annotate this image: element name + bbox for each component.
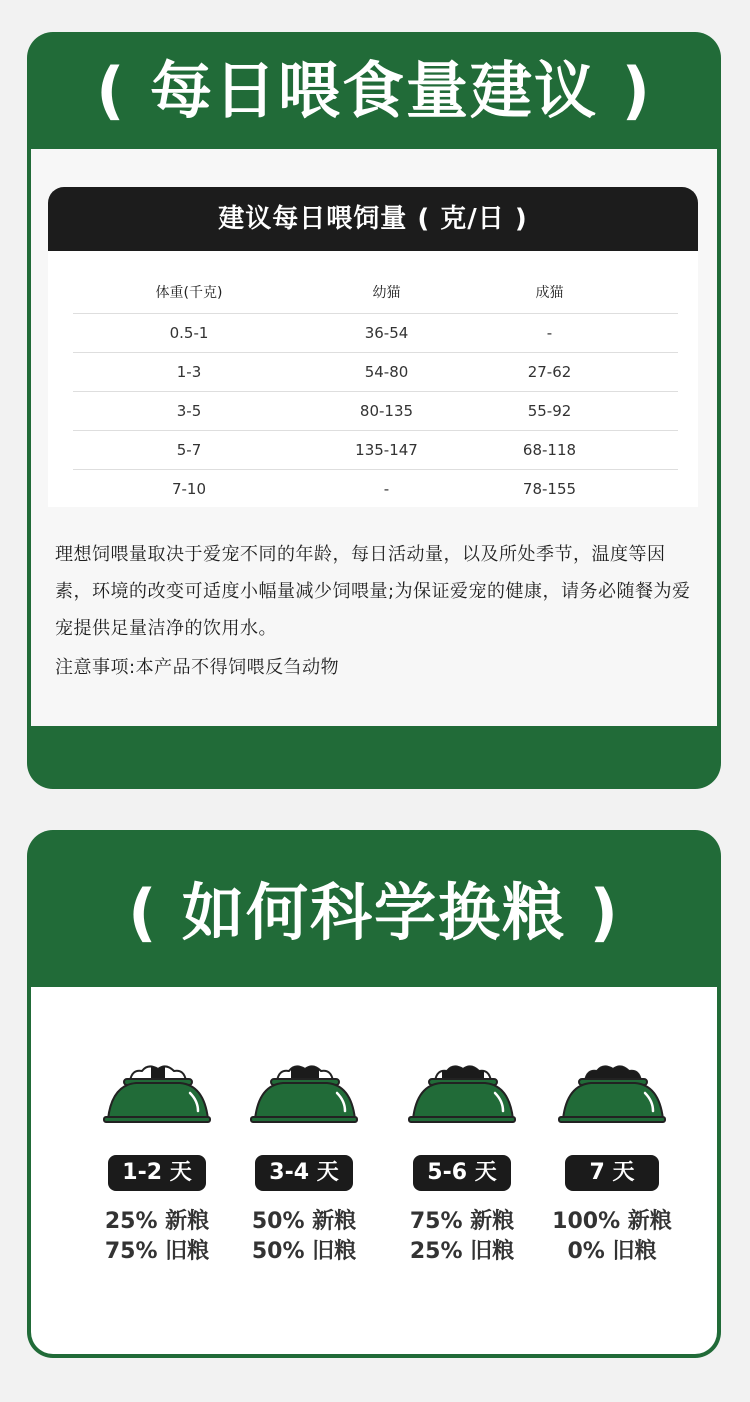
transition-card xyxy=(27,830,721,1358)
transition-step xyxy=(542,1057,682,1267)
table-row xyxy=(73,431,678,470)
step-old-ratio: 50% 旧粮 xyxy=(251,1239,357,1264)
step-new-ratio: 100% 新粮 xyxy=(552,1209,672,1234)
step-new-ratio: 25% 新粮 xyxy=(104,1209,210,1234)
table-cell: 1-3 xyxy=(176,363,202,381)
table-cell: 54-80 xyxy=(364,363,409,381)
table-cell: 78-155 xyxy=(522,480,577,498)
step-new-ratio: 50% 新粮 xyxy=(251,1209,357,1234)
feeding-table-title: 建议每日喂饲量 ( 克/日 ) xyxy=(48,187,698,251)
table-cell: - xyxy=(383,480,390,498)
step-new-ratio: 75% 新粮 xyxy=(409,1209,515,1234)
feeding-note: 注意事项:本产品不得饲喂反刍动物 xyxy=(55,657,340,678)
table-cell: 3-5 xyxy=(176,402,202,420)
feeding-description: 理想饲喂量取决于爱宠不同的年龄，每日活动量，以及所处季节，温度等因素，环境的改变可适度小幅量减少饲喂量;为保证爱宠的健康，请务必随餐为爱宠提供足量洁净的饮用水。 xyxy=(55,544,691,639)
feeding-panel xyxy=(31,149,717,726)
table-header-row xyxy=(73,271,678,314)
food-bowl-icon xyxy=(87,1057,227,1127)
feeding-title: ( 每日喂食量建议 ) xyxy=(96,54,652,127)
table-cell: 68-118 xyxy=(522,441,577,459)
table-row xyxy=(73,314,678,353)
table-cell: 27-62 xyxy=(527,363,572,381)
food-bowl-icon xyxy=(542,1057,682,1127)
transition-panel xyxy=(31,987,717,1354)
transition-title: ( 如何科学换粮 ) xyxy=(128,876,620,949)
table-row xyxy=(73,392,678,431)
food-bowl-icon xyxy=(392,1057,532,1127)
step-days-badge: 1-2 天 xyxy=(108,1155,205,1191)
table-cell: 36-54 xyxy=(364,324,409,342)
table-row xyxy=(73,353,678,392)
step-old-ratio: 25% 旧粮 xyxy=(409,1239,515,1264)
table-cell: - xyxy=(546,324,553,342)
feeding-table-grid xyxy=(73,271,678,507)
step-days-badge: 7 天 xyxy=(565,1155,659,1191)
header-weight: 体重(千克) xyxy=(155,285,223,301)
transition-step xyxy=(234,1057,374,1267)
header-adult: 成猫 xyxy=(535,285,564,301)
transition-step xyxy=(87,1057,227,1267)
table-cell: 135-147 xyxy=(355,441,418,459)
step-ratio xyxy=(392,1207,532,1267)
table-cell: 0.5-1 xyxy=(169,324,209,342)
table-cell: 55-92 xyxy=(527,402,572,420)
feeding-card xyxy=(27,32,721,789)
step-ratio xyxy=(234,1207,374,1267)
step-days-badge: 3-4 天 xyxy=(255,1155,352,1191)
feeding-description-block xyxy=(55,536,697,686)
header-kitten: 幼猫 xyxy=(372,285,401,301)
table-cell: 80-135 xyxy=(359,402,414,420)
step-ratio xyxy=(87,1207,227,1267)
table-cell: 5-7 xyxy=(176,441,202,459)
table-row xyxy=(73,470,678,507)
feeding-table xyxy=(48,187,698,507)
step-old-ratio: 0% 旧粮 xyxy=(567,1239,657,1264)
step-old-ratio: 75% 旧粮 xyxy=(104,1239,210,1264)
table-cell: 7-10 xyxy=(171,480,207,498)
food-bowl-icon xyxy=(234,1057,374,1127)
step-days-badge: 5-6 天 xyxy=(413,1155,510,1191)
transition-step xyxy=(392,1057,532,1267)
step-ratio xyxy=(542,1207,682,1267)
